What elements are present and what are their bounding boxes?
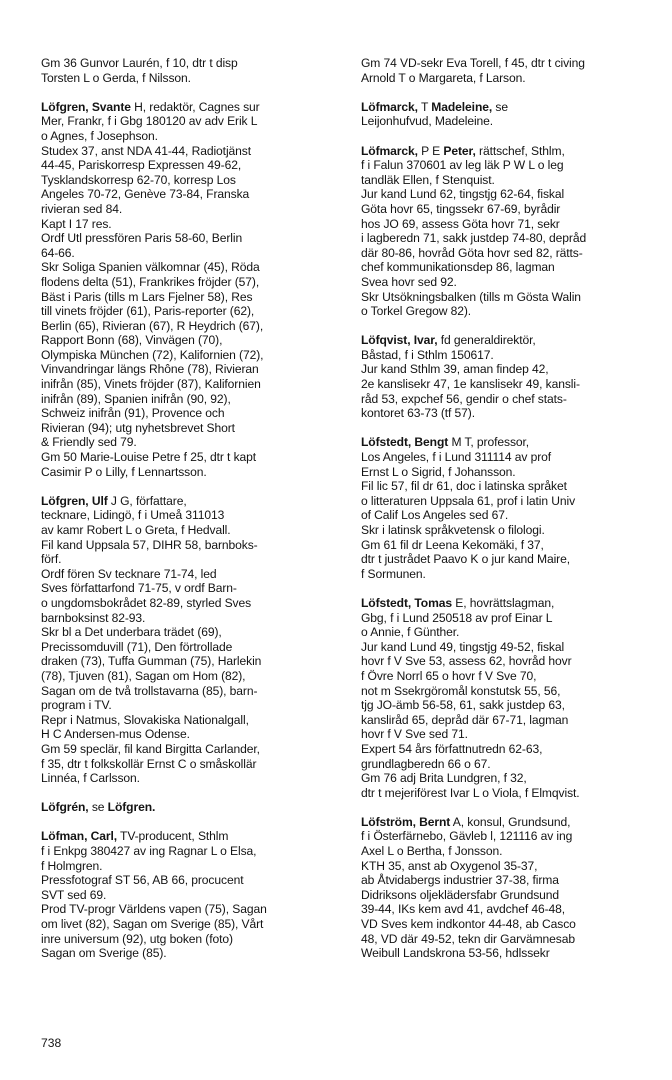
entry-line <box>41 158 341 173</box>
entry-text: o ungdomsbokrådet 82-89, styrled Sves <box>41 595 252 610</box>
entry-text: tandläk Ellen, f Stenquist. <box>361 172 495 187</box>
entry-text: Linnéa, f Carlsson. <box>41 771 140 786</box>
entry-text: Båstad, f i Sthlm 150617. <box>361 347 494 362</box>
entry-text: P E <box>417 143 444 158</box>
entry-text: chef kommunikationsdep 86, lagman <box>361 260 555 275</box>
page-number: 738 <box>41 1036 62 1050</box>
entry-line <box>361 596 656 611</box>
entry-line <box>41 888 341 903</box>
entry-line <box>41 902 341 917</box>
entry-text: Rivieran (94); utg nyhetsbrevet Short <box>41 420 235 435</box>
entry-text: Rapport Bonn (68), Vinvägen (70), <box>41 333 223 348</box>
entry-text: tecknare, Lidingö, f i Umeå 311013 <box>41 508 225 523</box>
entry-line <box>41 946 341 961</box>
entry-text: A, konsul, Grundsund, <box>450 814 571 829</box>
entry-line <box>41 873 341 888</box>
entry-text: f 35, dtr t folkskollär Ernst C o småskollär <box>41 756 257 771</box>
entry-text: E, hovrättslagman, <box>452 595 555 610</box>
entry-line <box>41 757 341 772</box>
entry-text: Arnold T o Margareta, f Larson. <box>361 70 526 85</box>
entry-text: Olympiska München (72), Kalifornien (72), <box>41 347 264 362</box>
entry-text: Vinvandringar längs Rhône (78), Rivieran <box>41 362 259 377</box>
entry-line <box>361 917 656 932</box>
entry-text: Gm 76 adj Brita Lundgren, f 32, <box>361 771 527 786</box>
entry-line <box>41 173 341 188</box>
entry-name: Löfmarck, <box>361 99 418 114</box>
entry-text: Angeles 70-72, Genève 73-84, Franska <box>41 187 250 202</box>
entry-text: Bäst i Paris (tills m Lars Fjelner 58), Res <box>41 289 253 304</box>
entry-line <box>41 246 341 261</box>
entry-line <box>41 129 341 144</box>
entry-line <box>361 727 656 742</box>
entry-line <box>41 319 341 334</box>
entry-lofstedt-bengt <box>361 435 656 581</box>
entry-name: Löfqvist, Ivar, <box>361 333 438 348</box>
entry-line <box>361 494 656 509</box>
entry-eva <box>361 56 656 85</box>
entry-line <box>361 158 656 173</box>
entry-line <box>361 684 656 699</box>
entry-line <box>41 859 341 874</box>
entry-text: Gm 59 speclär, fil kand Birgitta Carlander, <box>41 741 260 756</box>
entry-text: fd generaldirektör, <box>437 333 536 348</box>
entry-line <box>41 684 341 699</box>
entry-line <box>361 669 656 684</box>
entry-name: Löfström, Bernt <box>361 814 451 829</box>
entry-lofmarck-madeleine <box>361 100 656 129</box>
entry-text: f Holmgren. <box>41 858 103 873</box>
entry-line <box>41 654 341 669</box>
entry-gunvor <box>41 56 341 85</box>
entry-text: o litteraturen Uppsala 61, prof i latin Univ <box>361 493 576 508</box>
entry-line <box>361 333 656 348</box>
entry-text: not m Ssekrgöromål konstutsk 55, 56, <box>361 683 561 698</box>
entry-text: kanslіråd 65, depråd där 67-71, lagman <box>361 712 569 727</box>
entry-text: till vinets fröjder (61), Paris-reporter (62), <box>41 304 255 319</box>
entry-line <box>41 465 341 480</box>
entry-text: inre universum (92), utg boken (foto) <box>41 931 233 946</box>
entry-name: Löfgren, Svante <box>41 99 131 114</box>
entry-line <box>41 742 341 757</box>
entry-lofqvist-ivar <box>361 333 656 421</box>
entry-line <box>361 902 656 917</box>
entry-line <box>41 260 341 275</box>
entry-text: Gm 61 fil dr Leena Kekomäki, f 37, <box>361 537 544 552</box>
entry-text: H, redaktör, Cagnes sur <box>130 99 260 114</box>
entry-text: Precissomduvill (71), Den förtrollade <box>41 639 233 654</box>
entry-text: f i Enkpg 380427 av ing Ragnar L o Elsa, <box>41 844 257 859</box>
entry-line <box>361 71 656 86</box>
entry-text: Göta hovr 65, tingssekr 67-69, byrådir <box>361 201 561 216</box>
entry-text: f i Österfärnebo, Gävleb l, 121116 av ing <box>361 829 573 844</box>
entry-lofgren-svante <box>41 100 341 479</box>
entry-name: Löfgrén, <box>41 800 89 815</box>
entry-text: Fil kand Uppsala 57, DIHR 58, barnboks- <box>41 537 258 552</box>
entry-text: om livet (82), Sagan om Sverige (85), Vårt <box>41 917 264 932</box>
entry-line <box>361 275 656 290</box>
entry-line <box>361 654 656 669</box>
entry-line <box>41 187 341 202</box>
entry-text: f Sormunen. <box>361 566 426 581</box>
entry-line <box>361 406 656 421</box>
entry-line <box>361 625 656 640</box>
entry-text: av kamr Robert L o Greta, f Hedvall. <box>41 523 231 537</box>
entry-text: förf. <box>41 552 62 567</box>
entry-line <box>41 669 341 684</box>
entry-line <box>361 538 656 553</box>
entry-line <box>41 844 341 859</box>
entry-line <box>361 946 656 961</box>
entry-line <box>361 844 656 859</box>
entry-line <box>41 538 341 553</box>
entry-line <box>361 100 656 115</box>
entry-line <box>361 231 656 246</box>
entry-text: draken (73), Tuffa Gumman (75), Harlekin <box>41 654 262 669</box>
entry-text: KTH 35, anst ab Oxygenol 35-37, <box>361 858 538 873</box>
entry-line <box>361 771 656 786</box>
entry-line <box>361 611 656 626</box>
entry-line <box>41 494 341 509</box>
entry-text: hovr f V Sve 53, assess 62, hovråd hovr <box>361 654 572 669</box>
entry-text: Sagan om de två trollstavarna (85), barn- <box>41 683 258 698</box>
entry-lofgren-ref <box>41 800 341 815</box>
entry-line <box>361 859 656 874</box>
entry-name: Löfstedt, Bengt <box>361 435 449 450</box>
entry-text: dtr t justrådet Paavo K o jur kand Maire, <box>361 552 570 567</box>
entry-text: Repr i Natmus, Slovakiska Nationalgall, <box>41 712 249 727</box>
entry-text: H C Andersen-mus Odense. <box>41 727 190 742</box>
entry-text: Tysklandskorresp 62-70, korresp Los <box>41 172 236 187</box>
entry-text: inifrån (85), Vinets fröjder (87), Kalifornien <box>41 377 261 392</box>
entry-name: Peter, <box>443 143 476 158</box>
entry-line <box>361 56 656 71</box>
entry-line <box>361 173 656 188</box>
entry-line <box>41 231 341 246</box>
entry-text: o Agnes, f Josephson. <box>41 128 158 143</box>
entry-text: Gm 74 VD-sekr Eva Torell, f 45, dtr t civing <box>361 56 585 70</box>
entry-line <box>361 202 656 217</box>
entry-line <box>361 260 656 275</box>
entry-line <box>361 290 656 305</box>
entry-line <box>361 479 656 494</box>
entry-text: tjg JO-ämb 56-58, 61, sakk justdep 63, <box>361 698 565 713</box>
entry-text: rivieran sed 84. <box>41 201 123 216</box>
entry-line <box>41 523 341 538</box>
entry-name: Löfgren, Ulf <box>41 493 108 508</box>
entry-text: Leijonhufvud, Madeleine. <box>361 114 494 129</box>
entry-text: f i Falun 370601 av leg läk P W L o leg <box>361 158 564 173</box>
entry-name: Madeleine, <box>431 99 493 114</box>
entry-lofmarck-peter <box>361 144 656 319</box>
entry-line <box>41 144 341 159</box>
entry-line <box>41 392 341 407</box>
entry-line <box>361 217 656 232</box>
entry-text: Gm 36 Gunvor Laurén, f 10, dtr t disp <box>41 56 238 70</box>
entry-text: Ordf fören Sv tecknare 71-74, led <box>41 566 217 581</box>
entry-line <box>41 362 341 377</box>
entry-text: Weibull Landskrona 53-56, hdlssekr <box>361 946 550 961</box>
entry-line <box>41 917 341 932</box>
entry-line <box>361 377 656 392</box>
entry-line <box>41 333 341 348</box>
entry-text: VD Sves kem indkontor 44-48, ab Casco <box>361 917 576 932</box>
entry-line <box>41 640 341 655</box>
entry-text: Torsten L o Gerda, f Nilsson. <box>41 70 191 85</box>
entry-text: Studex 37, anst NDA 41-44, Radiotjänst <box>41 143 251 158</box>
entry-text: dtr t mejeriförest Ivar L o Viola, f Elmqvist. <box>361 785 580 800</box>
entry-text: se <box>492 99 508 114</box>
entry-line <box>361 888 656 903</box>
entry-text: se <box>88 800 108 815</box>
entry-line <box>361 815 656 830</box>
entry-name: Löfman, Carl, <box>41 829 117 844</box>
entry-line <box>361 508 656 523</box>
entry-text: Sagan om Sverige (85). <box>41 946 167 961</box>
entry-text: Casimir P o Lilly, f Lennartsson. <box>41 464 207 479</box>
right-column <box>361 56 656 975</box>
entry-text: o Annie, f Günther. <box>361 625 460 640</box>
entry-line <box>41 727 341 742</box>
entry-text: Skr Soliga Spanien välkomnar (45), Röda <box>41 260 260 275</box>
entry-line <box>41 435 341 450</box>
entry-text: Schweiz inifrån (91), Provence och <box>41 406 225 421</box>
entry-text: Prod TV-progr Världens vapen (75), Sagan <box>41 902 267 917</box>
entry-text: Kapt I 17 res. <box>41 216 112 231</box>
entry-line <box>361 362 656 377</box>
entry-text: Skr Utsökningsbalken (tills m Gösta Walin <box>361 289 581 304</box>
entry-line <box>361 450 656 465</box>
entry-line <box>41 406 341 421</box>
entry-line <box>361 640 656 655</box>
entry-line <box>361 932 656 947</box>
entry-text: Axel L o Bertha, f Jonsson. <box>361 844 503 859</box>
entry-text: Sves författarfond 71-75, v ordf Barn- <box>41 581 237 596</box>
entry-name: Löfstedt, Tomas <box>361 595 452 610</box>
entry-text: flodens delta (51), Frankrikes fröjder (57), <box>41 274 260 289</box>
entry-line <box>41 217 341 232</box>
entry-text: Jur kand Sthlm 39, aman findep 42, <box>361 362 549 377</box>
entry-line <box>41 581 341 596</box>
entry-lofstrom-bernt <box>361 815 656 961</box>
entry-line <box>41 421 341 436</box>
entry-text: Svea hovr sed 92. <box>361 274 457 289</box>
entry-text: TV-producent, Sthlm <box>116 829 229 844</box>
entry-text: o Torkel Gregow 82). <box>361 304 472 319</box>
entry-text: Los Angeles, f i Lund 311114 av prof <box>361 450 552 465</box>
entry-line <box>361 829 656 844</box>
entry-lofgren-ulf <box>41 494 341 786</box>
entry-text: SVT sed 69. <box>41 887 107 902</box>
entry-line <box>361 567 656 582</box>
entry-line <box>41 348 341 363</box>
entry-line <box>41 202 341 217</box>
entry-line <box>361 698 656 713</box>
entry-line <box>41 114 341 129</box>
entry-line <box>41 100 341 115</box>
entry-line <box>41 377 341 392</box>
entry-text: 2e kanslisekr 47, 1e kanslisekr 49, kansli- <box>361 377 580 392</box>
entry-text: 39-44, IKs kem avd 41, avdchef 46-48, <box>361 902 566 917</box>
entry-text: 44-45, Pariskorresp Expressen 49-62, <box>41 158 242 173</box>
entry-text: inifrån (89), Spanien inifrån (90, 92), <box>41 391 231 406</box>
entry-line <box>361 786 656 801</box>
entry-text: Expert 54 års författnutredn 62-63, <box>361 741 543 756</box>
entry-text: rättschef, Sthlm, <box>475 143 565 158</box>
entry-lofman-carl <box>41 829 341 960</box>
entry-line <box>361 304 656 319</box>
entry-text: Jur kand Lund 49, tingstjg 49-52, fiskal <box>361 639 565 654</box>
entry-text: ab Åtvidabergs industrier 37-38, firma <box>361 873 559 888</box>
entry-text: Gbg, f i Lund 250518 av prof Einar L <box>361 610 553 625</box>
entry-text: i lagberedn 71, sakk justdep 74-80, depråd <box>361 231 587 246</box>
entry-line <box>41 800 341 815</box>
entry-name: Löfgren. <box>107 800 156 815</box>
entry-text: Skr i latinsk språkvetensk o filologi. <box>361 523 545 537</box>
entry-line <box>361 742 656 757</box>
entry-text: (78), Tjuven (81), Sagan om Hom (82), <box>41 668 246 683</box>
entry-text: Pressfotograf ST 56, AB 66, procucent <box>41 873 244 888</box>
entry-line <box>41 698 341 713</box>
entry-line <box>361 435 656 450</box>
entry-line <box>41 275 341 290</box>
entry-text: Ordf Utl pressfören Paris 58-60, Berlin <box>41 231 243 246</box>
entry-text: Skr bl a Det underbara trädet (69), <box>41 625 222 640</box>
entry-text: hovr f V Sve sed 71. <box>361 727 468 742</box>
entry-line <box>361 114 656 129</box>
entry-text: Berlin (65), Rivieran (67), R Heydrich (67), <box>41 318 264 333</box>
entry-line <box>41 71 341 86</box>
entry-text: grundlagberedn 66 o 67. <box>361 756 491 771</box>
entry-text: Ernst L o Sigrid, f Johansson. <box>361 464 516 479</box>
entry-text: Fil lic 57, fil dr 61, doc i latinska språket <box>361 479 567 494</box>
entry-text: J G, författare, <box>107 493 187 508</box>
entry-line <box>41 567 341 582</box>
entry-text: & Friendly sed 79. <box>41 435 137 450</box>
entry-line <box>41 713 341 728</box>
entry-text: 64-66. <box>41 245 75 260</box>
entry-line <box>361 757 656 772</box>
entry-line <box>41 596 341 611</box>
entry-text: Mer, Frankr, f i Gbg 180120 av adv Erik L <box>41 114 258 129</box>
entry-name: Löfmarck, <box>361 143 418 158</box>
entry-line <box>41 450 341 465</box>
entry-line <box>41 625 341 640</box>
entry-text: barnboksinst 82-93. <box>41 610 146 625</box>
entry-line <box>361 523 656 538</box>
entry-text: hos JO 69, assess Göta hovr 71, sekr <box>361 216 560 231</box>
entry-line <box>361 873 656 888</box>
entry-text: program i TV. <box>41 698 112 713</box>
entry-text: råd 53, expchef 56, gendir o chef stats- <box>361 391 567 406</box>
entry-line <box>41 611 341 626</box>
left-column <box>41 56 341 975</box>
entry-line <box>41 771 341 786</box>
entry-text: kontoret 63-73 (tf 57). <box>361 406 475 421</box>
entry-text: Jur kand Lund 62, tingstjg 62-64, fiskal <box>361 187 565 202</box>
entry-text: Gm 50 Marie-Louise Petre f 25, dtr t kapt <box>41 450 257 465</box>
entry-line <box>361 552 656 567</box>
entry-line <box>361 392 656 407</box>
entry-text: 48, VD där 49-52, tekn dir Garvämnesab <box>361 931 576 946</box>
entry-line <box>361 144 656 159</box>
entry-line <box>41 304 341 319</box>
entry-line <box>41 829 341 844</box>
entry-text: T <box>417 99 432 114</box>
entry-line <box>361 187 656 202</box>
entry-lofstedt-tomas <box>361 596 656 800</box>
entry-text: Didriksons oljeklädersfabr Grundsund <box>361 887 560 902</box>
entry-line <box>41 508 341 523</box>
entry-line <box>41 290 341 305</box>
entry-text: M T, professor, <box>448 435 530 450</box>
entry-line <box>41 56 341 71</box>
entry-line <box>41 552 341 567</box>
entry-line <box>361 465 656 480</box>
entry-text: f Övre Norrl 65 o hovr f V Sve 70, <box>361 668 537 683</box>
entry-text: of Calif Los Angeles sed 67. <box>361 508 509 523</box>
entry-line <box>41 932 341 947</box>
entry-line <box>361 713 656 728</box>
entry-text: där 80-86, hovråd Göta hovr sed 82, rätts- <box>361 245 583 260</box>
entry-line <box>361 246 656 261</box>
entry-line <box>361 348 656 363</box>
